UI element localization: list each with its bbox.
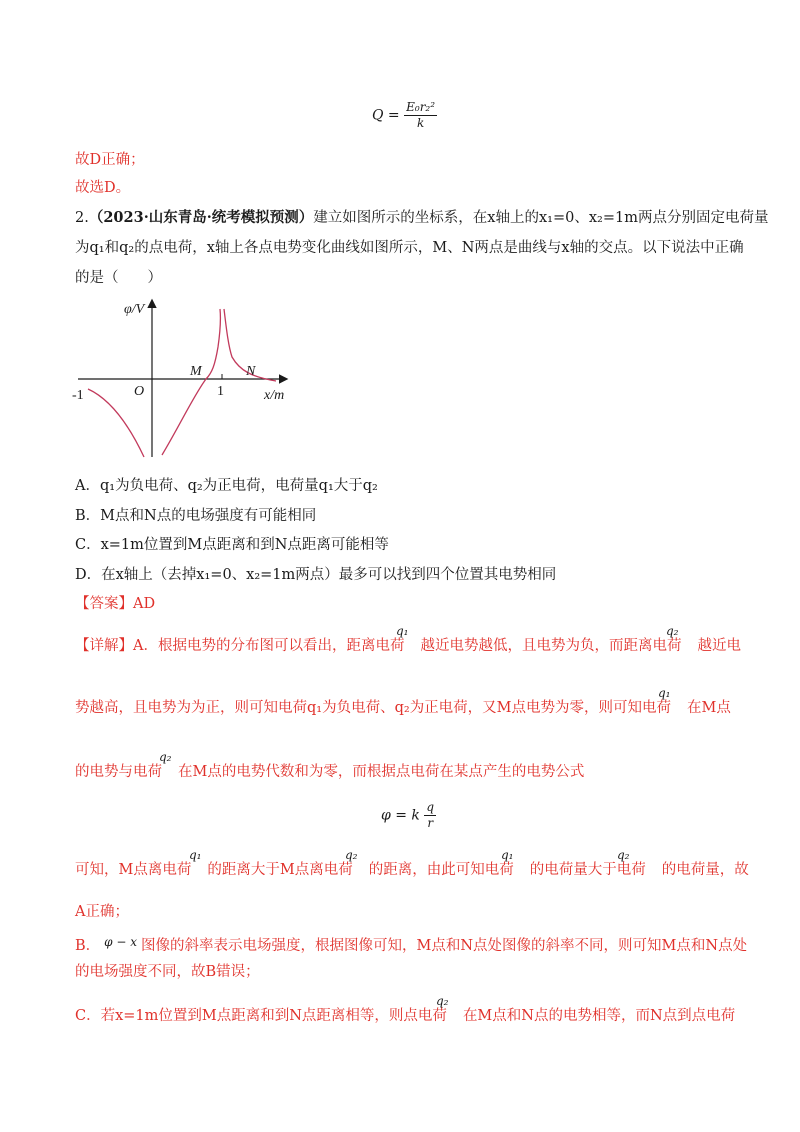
detail-text: B．: [75, 938, 101, 954]
question-line-3: 的是（ ）: [75, 270, 162, 286]
symbol-q2: q₂: [159, 750, 172, 764]
symbol-q2: q₂: [666, 624, 679, 638]
formula-phi-numerator: q: [426, 800, 435, 814]
formula-phi-lhs: φ = k: [381, 807, 420, 824]
question-line-1: [75, 208, 768, 228]
detail-text: 【详解】A．根据电势的分布图可以看出，距离电荷: [75, 638, 405, 654]
curve-left: [88, 389, 144, 457]
symbol-q2: q₂: [617, 848, 630, 862]
formula-q-denominator: k: [416, 116, 425, 130]
detail-text: 的距离，由此可知电荷: [368, 862, 514, 878]
formula-q-fraction: [404, 100, 437, 131]
detail-text: 的电荷量，故: [661, 862, 749, 878]
option-c[interactable]: C．x=1m位置到M点距离和到N点距离可能相等: [75, 537, 389, 553]
tick-1-label: 1: [217, 384, 224, 399]
question-number: 2.: [75, 210, 89, 226]
detail-line-3: [75, 762, 584, 782]
detail-line-7: 的电场强度不同，故B错误；: [75, 964, 260, 980]
question-text-1: 建立如图所示的坐标系，在x轴上的x₁=0、x₂=1m两点分别固定电荷量: [313, 210, 769, 226]
question-source: （2023·山东青岛·统考模拟预测）: [88, 209, 314, 226]
detail-line-2: [75, 698, 731, 718]
detail-line-1: [75, 636, 741, 656]
point-n-label: N: [246, 364, 256, 379]
formula-q-lhs: Q =: [372, 107, 400, 124]
x-axis-label: x/m: [264, 388, 285, 403]
detail-text: 在M点和N点的电势相等，而N点到点电荷: [462, 1008, 736, 1024]
curve-middle: [162, 309, 220, 455]
symbol-q1: q₁: [501, 848, 514, 862]
detail-line-8: [75, 1006, 735, 1026]
detail-text: 在M点的电势代数和为零，而根据点电荷在某点产生的电势公式: [178, 764, 585, 780]
option-a[interactable]: A．q₁为负电荷、q₂为正电荷，电荷量q₁大于q₂: [75, 478, 378, 494]
point-m-label: M: [190, 364, 202, 379]
conclusion-d: 故D正确；: [75, 152, 145, 168]
detail-text: 的电势与电荷: [75, 764, 162, 780]
detail-text: 的距离大于M点离电荷: [207, 862, 353, 878]
detail-line-5: A正确；: [75, 904, 129, 920]
detail-text: 可知，M点离电荷: [75, 862, 192, 878]
symbol-q1: q₁: [396, 624, 409, 638]
formula-q: [372, 100, 437, 131]
detail-text: 图像的斜率表示电场强度，根据图像可知，M点和N点处图像的斜率不同，则可知M点和N点处: [141, 938, 748, 954]
potential-graph: [60, 295, 300, 465]
detail-text: 的电荷量大于电荷: [529, 862, 646, 878]
symbol-q1: q₁: [189, 848, 202, 862]
option-b[interactable]: B．M点和N点的电场强度有可能相同: [75, 508, 317, 524]
y-axis-label: φ/V: [124, 302, 145, 317]
formula-phi-fraction: [424, 800, 436, 831]
formula-q-numerator: E₀r₂²: [406, 100, 436, 114]
symbol-q1: q₁: [658, 686, 671, 700]
detail-text: C．若x=1m位置到M点距离和到N点距离相等，则点电荷: [75, 1008, 447, 1024]
question-line-2: 为q₁和q₂的点电荷，x轴上各点电势变化曲线如图所示，M、N两点是曲线与x轴的交点。以下说法中正确: [75, 240, 744, 256]
tick-neg1-label: -1: [72, 388, 84, 403]
detail-text: 越近电势越低，且电势为负，而距离电荷: [420, 638, 682, 654]
detail-text: 越近电: [697, 638, 741, 654]
detail-text: 在M点: [687, 700, 731, 716]
formula-phi: [381, 800, 436, 831]
symbol-q2: q₂: [436, 994, 449, 1008]
conclusion-select: 故选D。: [75, 180, 131, 196]
phi-x-symbol: φ − x: [104, 935, 138, 949]
symbol-q2: q₂: [345, 848, 358, 862]
answer: 【答案】AD: [75, 596, 156, 612]
option-d[interactable]: D．在x轴上（去掉x₁=0、x₂=1m两点）最多可以找到四个位置其电势相同: [75, 567, 557, 583]
detail-text: 势越高，且电势为为正，则可知电荷q₁为负电荷、q₂为正电荷，又M点电势为零，则可知电荷: [75, 700, 672, 716]
detail-line-4: [75, 860, 749, 880]
origin-label: O: [134, 384, 145, 399]
detail-line-6: [75, 932, 747, 956]
formula-phi-denominator: r: [427, 816, 434, 830]
